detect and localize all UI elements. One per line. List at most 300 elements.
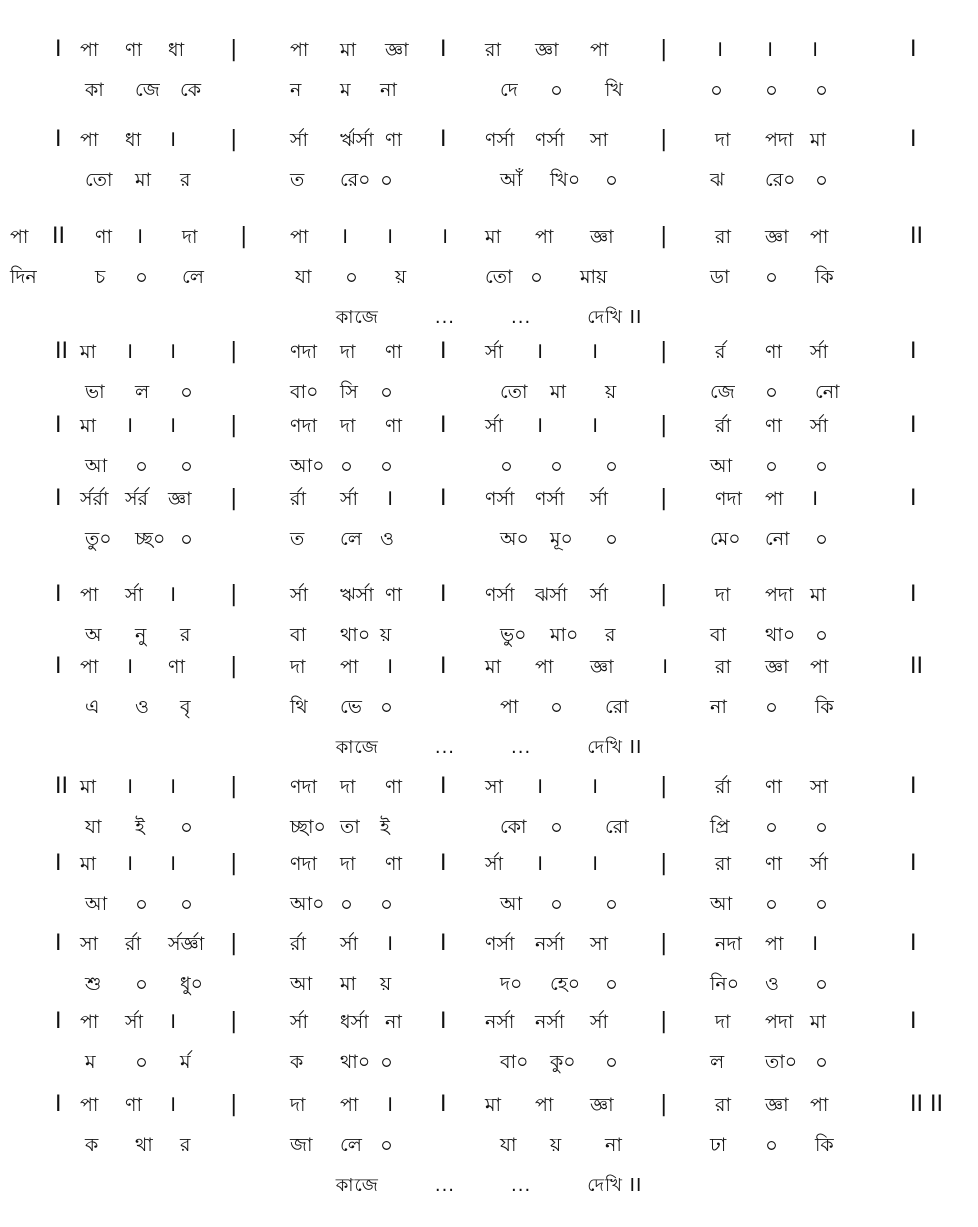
bar-line-mark: I	[910, 486, 917, 511]
bar-line-mark: ।	[385, 486, 394, 511]
lyric-syllable: খি	[605, 79, 623, 101]
bar-line-mark: ।	[385, 931, 394, 956]
lyric-syllable: ০	[765, 892, 779, 916]
swaralipi-notes-row	[0, 852, 978, 892]
note-cell: র্সা	[485, 853, 504, 875]
note-cell: পা	[765, 933, 784, 955]
bar-line-mark: ।	[715, 37, 724, 62]
lyric-syllable: মা০	[550, 624, 579, 646]
lyric-syllable: রো	[605, 816, 629, 838]
bar-line-mark: I	[440, 1092, 447, 1117]
bar-line-mark: |	[230, 931, 238, 956]
note-cell: মা	[80, 853, 97, 875]
lyric-syllable: ০	[530, 265, 544, 289]
note-cell: ণা	[385, 853, 402, 875]
note-cell: ণদা	[290, 776, 317, 798]
lyric-syllable: ০	[180, 815, 194, 839]
lyric-syllable: ০	[605, 1050, 619, 1074]
lyric-syllable: ০	[605, 892, 619, 916]
lyrics-row	[0, 527, 978, 567]
note-cell: র্র	[715, 341, 726, 363]
note-cell: পা	[290, 39, 309, 61]
bar-line-mark: I	[910, 413, 917, 438]
note-cell: র্সা	[485, 415, 504, 437]
lyric-syllable: ক	[290, 1051, 304, 1073]
lyric-syllable: থি	[290, 696, 308, 718]
refrain-word: কাজে	[335, 737, 379, 758]
note-cell: পা	[765, 488, 784, 510]
lyric-syllable: ০	[815, 168, 829, 192]
note-cell: মা	[80, 341, 97, 363]
lyric-syllable: ভা	[85, 381, 105, 403]
lyric-syllable: আ	[500, 893, 523, 915]
note-cell: দা	[340, 776, 356, 798]
note-cell: দা	[715, 1011, 731, 1033]
lyric-syllable: না	[605, 1134, 622, 1156]
note-cell: পদা	[765, 584, 794, 606]
lyric-syllable: আ	[85, 893, 108, 915]
note-cell: সা	[590, 129, 609, 151]
note-cell: র্সা	[810, 341, 829, 363]
note-cell: পা	[80, 129, 99, 151]
note-cell: ণা	[385, 776, 402, 798]
swaralipi-notes-row	[0, 225, 978, 265]
bar-line-mark: ।	[535, 339, 544, 364]
bar-line-mark: |	[660, 1009, 668, 1034]
bar-line-mark: I	[55, 127, 62, 152]
note-cell: র্সা	[340, 933, 359, 955]
refrain-word: দেখি II	[587, 1175, 643, 1196]
lyric-syllable: মা	[550, 381, 567, 403]
note-cell: র্সা	[590, 488, 609, 510]
note-cell: দা	[715, 584, 731, 606]
bar-line-mark: ।	[125, 413, 134, 438]
note-cell: জ্ঞা	[590, 656, 614, 678]
bar-line-mark: ।	[385, 224, 394, 249]
note-cell: রা	[715, 1094, 731, 1116]
lyrics-row	[0, 892, 978, 932]
note-cell: র্সা	[290, 129, 309, 151]
note-cell: দা	[715, 129, 731, 151]
lyric-syllable: ০	[380, 892, 394, 916]
lyric-syllable: কি	[815, 266, 834, 288]
lyric-syllable: ০	[815, 972, 829, 996]
bar-line-mark: ।	[125, 774, 134, 799]
bar-line-mark: I	[910, 339, 917, 364]
lyric-syllable: ক	[85, 1134, 99, 1156]
lyric-syllable: ০	[815, 1050, 829, 1074]
note-cell: ণর্সা	[535, 129, 565, 151]
lyric-syllable: আ	[85, 455, 108, 477]
bar-line-mark: ।	[135, 224, 144, 249]
note-cell: র্সর্র	[125, 488, 149, 510]
refrain-word: কাজে	[335, 1175, 379, 1196]
note-cell: মা	[80, 415, 97, 437]
bar-line-mark: |	[660, 224, 668, 249]
swaralipi-notes-row	[0, 38, 978, 78]
note-cell: ধা	[125, 129, 142, 151]
note-cell: দা	[340, 853, 356, 875]
bar-line-mark: I	[440, 851, 447, 876]
lyric-syllable: ০	[765, 815, 779, 839]
lyric-syllable: ম	[340, 79, 351, 101]
note-cell: পা	[80, 1011, 99, 1033]
lyric-syllable: ল	[135, 381, 150, 403]
note-cell: ণা	[125, 39, 142, 61]
lyric-syllable: শু	[85, 973, 102, 995]
bar-line-mark: I	[55, 654, 62, 679]
note-cell: র্রা	[715, 776, 731, 798]
lyric-syllable: চ্ছ০	[135, 528, 166, 550]
bar-line-mark: I	[55, 1009, 62, 1034]
note-cell: পা	[535, 1094, 554, 1116]
lyric-syllable: ভু০	[500, 624, 527, 646]
lyric-syllable: য়	[605, 381, 617, 403]
note-cell: পা	[80, 1094, 99, 1116]
note-cell: পা	[80, 584, 99, 606]
lyric-syllable: বা	[290, 624, 307, 646]
lyric-syllable: ০	[340, 454, 354, 478]
lyric-syllable: থা	[135, 1134, 153, 1156]
lyric-syllable: যা	[295, 266, 312, 288]
note-cell: পদা	[765, 1011, 794, 1033]
lyric-syllable: ডা	[710, 266, 730, 288]
lyric-syllable: কো	[500, 816, 527, 838]
note-cell: ধর্সা	[340, 1011, 369, 1033]
lyric-syllable: জে	[710, 381, 735, 403]
bar-line-mark: |	[660, 1092, 668, 1117]
lyrics-row	[0, 1050, 978, 1090]
note-cell: দা	[290, 1094, 306, 1116]
note-cell: দা	[290, 656, 306, 678]
lyric-syllable: আ০	[290, 893, 325, 915]
lyric-syllable: নো	[765, 528, 790, 550]
bar-line-mark: ।	[168, 1092, 177, 1117]
bar-line-mark: |	[660, 851, 668, 876]
note-cell: নদা	[715, 933, 742, 955]
bar-line-mark: ।	[385, 654, 394, 679]
lyric-syllable: মে০	[710, 528, 741, 550]
lyric-syllable: জে	[135, 79, 160, 101]
lyric-syllable: থা০	[340, 1051, 371, 1073]
lyric-syllable: তা	[340, 816, 360, 838]
lyrics-row	[0, 265, 978, 305]
lyric-syllable: আ০	[290, 455, 325, 477]
lyric-syllable: বা০	[500, 1051, 529, 1073]
note-cell: ণর্সা	[535, 488, 565, 510]
lyric-syllable: ০	[345, 265, 359, 289]
lyric-syllable: রে০	[340, 169, 371, 191]
bar-line-mark: II	[55, 774, 68, 799]
lyric-syllable: ০	[380, 454, 394, 478]
bar-line-mark: ।	[810, 37, 819, 62]
lyric-syllable: ০	[180, 380, 194, 404]
note-cell: দা	[340, 341, 356, 363]
lyric-syllable: রে০	[765, 169, 796, 191]
lyric-syllable: না	[380, 79, 397, 101]
refrain-line	[0, 1171, 978, 1202]
lyric-syllable: ত	[290, 528, 305, 550]
lyric-syllable: ০	[180, 454, 194, 478]
bar-line-mark: ।	[385, 1092, 394, 1117]
lyric-syllable: ০	[180, 527, 194, 551]
bar-line-mark: ।	[590, 774, 599, 799]
note-cell: রা	[715, 656, 731, 678]
refrain-word: দেখি II	[587, 307, 643, 328]
lyric-syllable: ই	[135, 816, 145, 838]
bar-line-mark: I	[910, 1009, 917, 1034]
lyric-syllable: চ্ছা০	[290, 816, 326, 838]
lyric-syllable: পা	[500, 696, 519, 718]
lyric-syllable: কি	[815, 696, 834, 718]
note-cell: পা	[290, 226, 309, 248]
note-cell: দা	[340, 415, 356, 437]
lyric-syllable: ত	[290, 169, 305, 191]
note-cell: ণর্সা	[485, 488, 515, 510]
note-cell: ণা	[385, 584, 402, 606]
note-cell: ঝর্সা	[535, 584, 568, 606]
lyric-syllable: ০	[135, 892, 149, 916]
lyric-syllable: ০	[605, 168, 619, 192]
lyric-syllable: নি০	[710, 973, 740, 995]
bar-line-mark: I	[440, 654, 447, 679]
note-cell: নর্সা	[535, 1011, 565, 1033]
note-cell: পা	[535, 226, 554, 248]
note-cell: জ্ঞা	[535, 39, 559, 61]
note-cell: পা	[80, 39, 99, 61]
lyric-syllable: ধু০	[180, 973, 204, 995]
note-cell: ধা	[168, 39, 185, 61]
bar-line-mark: |	[660, 931, 668, 956]
note-cell: ণর্সা	[485, 933, 515, 955]
lyric-syllable: কি	[815, 1134, 834, 1156]
note-cell: নর্সা	[485, 1011, 515, 1033]
bar-line-mark: ।	[590, 413, 599, 438]
bar-line-mark: ।	[168, 582, 177, 607]
note-cell: মা	[80, 776, 97, 798]
lyric-syllable: আঁ	[500, 169, 523, 191]
lyric-syllable: নো	[815, 381, 840, 403]
refrain-word: ...	[511, 1175, 532, 1196]
lyric-syllable: তো	[85, 169, 113, 191]
note-cell: জ্ঞা	[765, 656, 789, 678]
bar-line-mark: ।	[340, 224, 349, 249]
bar-line-mark: |	[230, 774, 238, 799]
bar-line-mark: |	[230, 582, 238, 607]
lyric-syllable: তো	[500, 381, 528, 403]
bar-line-mark: II	[910, 224, 923, 249]
lyric-syllable: তো	[485, 266, 513, 288]
bar-line-mark: |	[660, 339, 668, 364]
note-cell: পা	[80, 656, 99, 678]
note-cell: মা	[485, 226, 502, 248]
bar-line-mark: ।	[535, 851, 544, 876]
refrain-word: ...	[511, 307, 532, 328]
swaralipi-notes-row	[0, 414, 978, 454]
bar-line-mark: |	[230, 339, 238, 364]
lyric-syllable: ঝ	[710, 169, 725, 191]
note-cell: রা	[485, 39, 501, 61]
note-cell: ণদা	[290, 415, 317, 437]
note-cell: মা	[810, 584, 827, 606]
lyric-syllable: কে	[180, 79, 202, 101]
lyric-syllable: বা০	[290, 381, 319, 403]
refrain-word: কাজে	[335, 307, 379, 328]
lyric-syllable: য়	[380, 973, 392, 995]
bar-line-mark: ।	[765, 37, 774, 62]
note-cell: র্সা	[125, 1011, 144, 1033]
bar-line-mark: |	[240, 224, 248, 249]
bar-line-mark: I	[440, 413, 447, 438]
lyric-syllable: আ	[290, 973, 313, 995]
note-cell: র্রা	[125, 933, 141, 955]
swaralipi-notes-row	[0, 128, 978, 168]
bar-line-mark: I	[910, 582, 917, 607]
lyric-syllable: ভে	[340, 696, 362, 718]
lyric-syllable: খি০	[550, 169, 581, 191]
note-cell: ণর্সা	[485, 129, 515, 151]
lyric-syllable: ও	[135, 696, 149, 718]
bar-line-mark: |	[230, 127, 238, 152]
note-cell: জ্ঞা	[765, 1094, 789, 1116]
lyric-syllable: বৃ	[180, 696, 191, 718]
lyric-syllable: ০	[765, 265, 779, 289]
lyric-syllable: য়	[380, 624, 392, 646]
bar-line-mark: ।	[168, 339, 177, 364]
bar-line-mark: I	[910, 127, 917, 152]
lyrics-row	[0, 168, 978, 208]
lyrics-row	[0, 78, 978, 118]
note-cell: ণা	[765, 341, 782, 363]
note-cell: রা	[715, 226, 731, 248]
lyric-syllable: ০	[765, 695, 779, 719]
lyric-syllable: ০	[180, 892, 194, 916]
lyric-syllable: আ	[710, 455, 733, 477]
note-cell: র্রা	[715, 415, 731, 437]
note-cell: র্সা	[125, 584, 144, 606]
note-cell: র্সা	[290, 1011, 309, 1033]
bar-line-mark: |	[660, 127, 668, 152]
note-cell: র্সা	[290, 584, 309, 606]
bar-line-mark: |	[660, 37, 668, 62]
bar-line-mark: I	[440, 339, 447, 364]
bar-line-mark: I	[910, 851, 917, 876]
lyric-syllable: ০	[135, 265, 149, 289]
lyric-syllable: মূ০	[550, 528, 573, 550]
swaralipi-notes-row	[0, 487, 978, 527]
swaralipi-notes-row	[0, 932, 978, 972]
lyric-syllable: ০	[135, 454, 149, 478]
note-cell: ণা	[765, 853, 782, 875]
note-cell: পদা	[765, 129, 794, 151]
lyric-syllable: র্ম	[180, 1051, 191, 1073]
bar-line-mark: I	[440, 486, 447, 511]
lyric-syllable: আ	[710, 893, 733, 915]
note-cell: র্সা	[810, 853, 829, 875]
bar-line-mark: |	[230, 1009, 238, 1034]
note-cell: পা	[810, 656, 829, 678]
lyric-syllable: তু০	[85, 528, 112, 550]
lyrics-row	[0, 1133, 978, 1173]
bar-line-mark: ।	[535, 413, 544, 438]
note-cell: জ্ঞা	[385, 39, 409, 61]
lyric-syllable: ০	[380, 1133, 394, 1157]
bar-line-mark: |	[660, 774, 668, 799]
lyric-syllable: ০	[605, 527, 619, 551]
lyric-syllable: ল	[710, 1051, 725, 1073]
lyric-syllable: হে০	[550, 973, 581, 995]
lyric-syllable: র	[605, 624, 616, 646]
swaralipi-notes-row	[0, 1010, 978, 1050]
bar-line-mark: I	[55, 486, 62, 511]
lyric-syllable: মা	[135, 169, 152, 191]
bar-line-mark: |	[230, 413, 238, 438]
bar-line-mark: I	[55, 931, 62, 956]
bar-line-mark: I	[55, 582, 62, 607]
bar-line-mark: I	[55, 1092, 62, 1117]
refrain-word: ...	[434, 307, 456, 328]
bar-line-mark: ।	[168, 413, 177, 438]
bar-line-mark: ।	[660, 654, 669, 679]
note-cell: র্রা	[290, 488, 306, 510]
refrain-line	[0, 733, 978, 764]
note-cell: র্সা	[810, 415, 829, 437]
note-cell: র্সা	[340, 488, 359, 510]
bar-line-mark: ।	[168, 851, 177, 876]
note-cell: ণা	[125, 1094, 142, 1116]
lyric-syllable: ০	[765, 380, 779, 404]
bar-line-mark: II II	[910, 1092, 943, 1117]
lyric-syllable: দে	[500, 79, 518, 101]
lyric-syllable: য়	[550, 1134, 562, 1156]
bar-line-mark: ।	[590, 851, 599, 876]
note-cell: ণা	[95, 226, 112, 248]
lyrics-row	[0, 815, 978, 855]
lyric-syllable: ও	[765, 973, 779, 995]
bar-line-mark: II	[52, 224, 65, 249]
note-cell: পা	[340, 1094, 359, 1116]
lyric-syllable: ০	[815, 815, 829, 839]
note-cell: সা	[485, 776, 504, 798]
lyric-syllable: ০	[765, 1133, 779, 1157]
bar-line-mark: ।	[440, 224, 449, 249]
bar-line-mark: I	[55, 851, 62, 876]
lyric-syllable: জা	[290, 1134, 313, 1156]
lyric-syllable: এ	[85, 696, 100, 718]
lyric-syllable: অ০	[500, 528, 529, 550]
bar-line-mark: ।	[168, 774, 177, 799]
note-cell: পা	[340, 656, 359, 678]
lyric-syllable: ও	[380, 528, 394, 550]
lyric-syllable: র	[180, 624, 191, 646]
bar-line-mark: I	[55, 413, 62, 438]
bar-line-mark: ।	[810, 931, 819, 956]
note-cell: র্ঋর্সা	[340, 129, 374, 151]
note-cell: মা	[810, 1011, 827, 1033]
lyric-syllable: ০	[340, 892, 354, 916]
lyric-syllable: ০	[380, 1050, 394, 1074]
bar-line-mark: ।	[535, 774, 544, 799]
lyric-syllable: ন	[290, 79, 302, 101]
lyric-syllable: ০	[550, 892, 564, 916]
refrain-word: দেখি II	[587, 737, 643, 758]
refrain-word: ...	[434, 1175, 456, 1196]
note-cell: র্সা	[590, 1011, 609, 1033]
lyric-syllable: ০	[550, 78, 564, 102]
note-cell: র্সা	[590, 584, 609, 606]
note-cell: ণা	[385, 129, 402, 151]
note-cell: রা	[715, 853, 731, 875]
